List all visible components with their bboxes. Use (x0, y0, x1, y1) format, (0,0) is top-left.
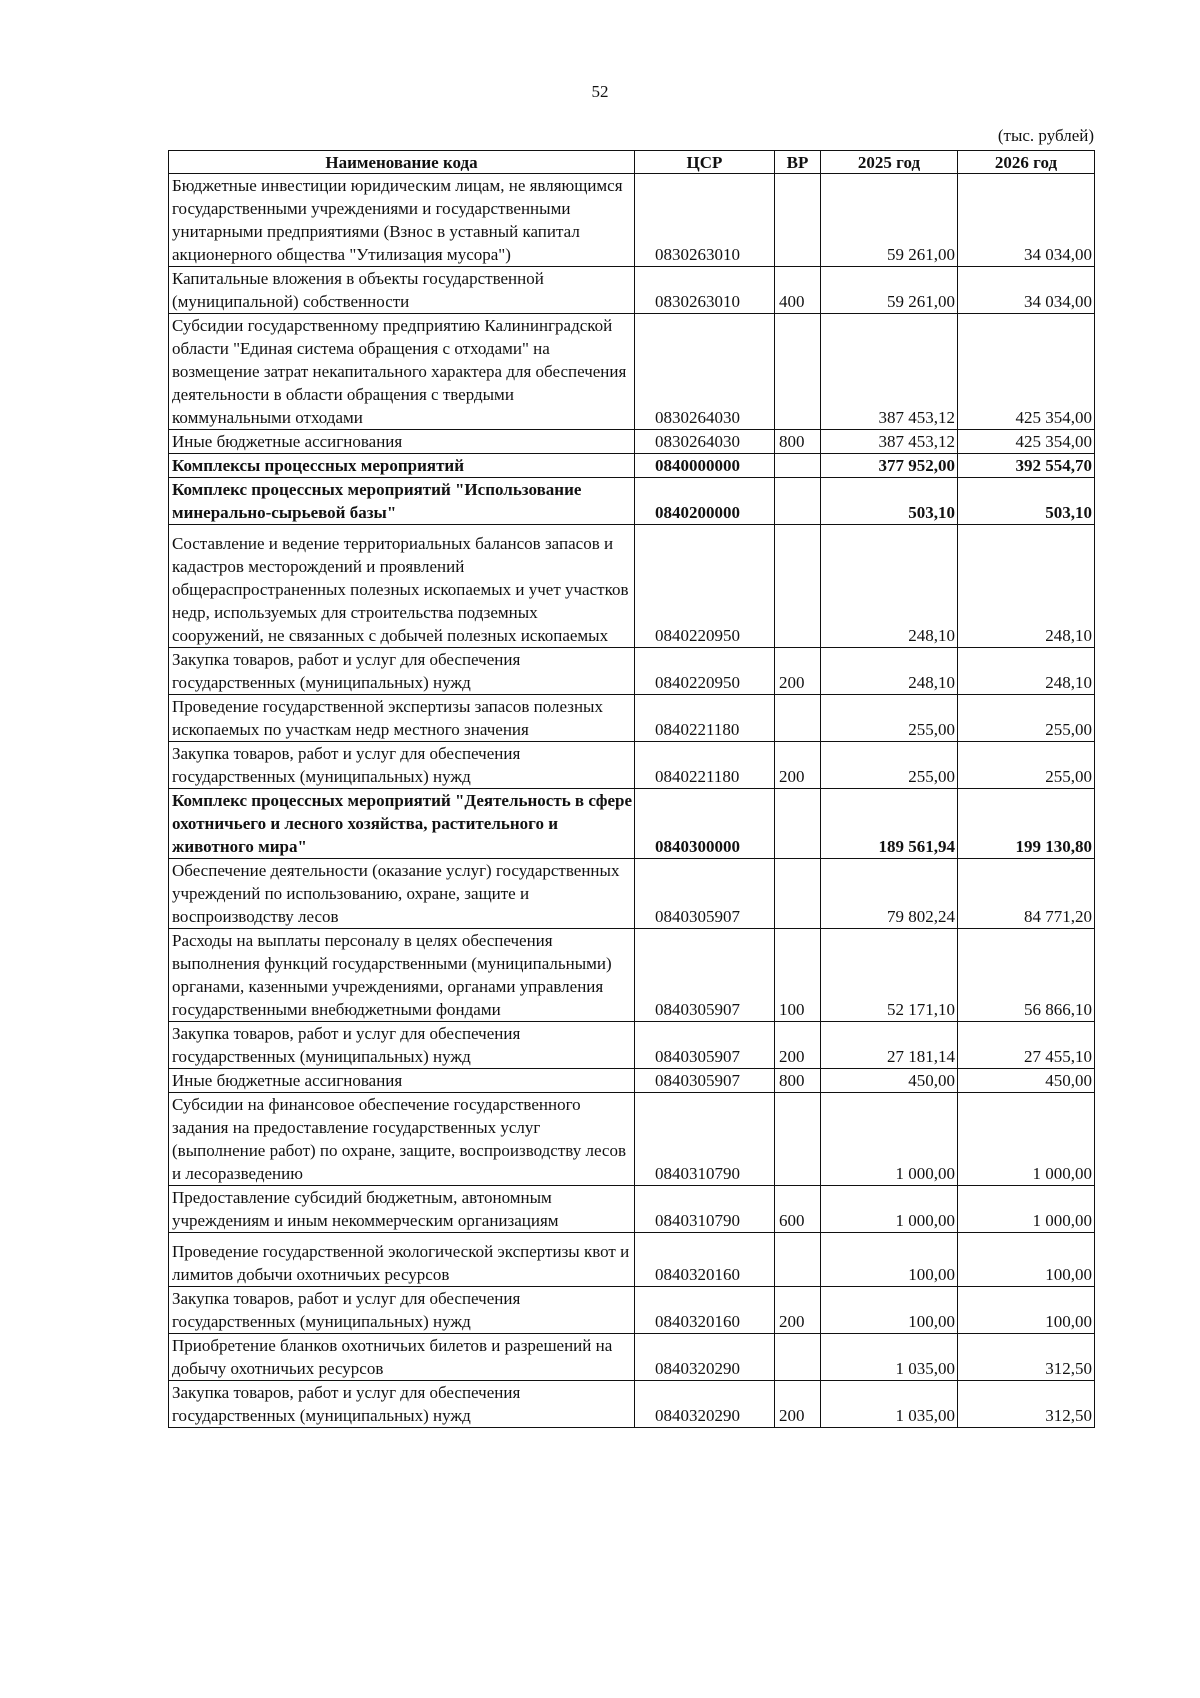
row-amount-2026: 425 354,00 (958, 430, 1095, 454)
table-row (169, 430, 1095, 454)
row-name: Приобретение бланков охотничьих билетов и разрешений на добычу охотничьих ресурсов (169, 1334, 635, 1381)
row-name: Проведение государственной экспертизы запасов полезных ископаемых по участкам недр местного значения (169, 695, 635, 742)
row-csr-code: 0840300000 (635, 789, 775, 859)
row-amount-2025: 100,00 (821, 1233, 958, 1287)
table-row (169, 267, 1095, 314)
row-csr-code: 0830264030 (635, 430, 775, 454)
row-amount-2025: 248,10 (821, 525, 958, 648)
row-name: Субсидии на финансовое обеспечение государственного задания на предоставление государственных услуг (выполнение работ) по охране, защите, воспроизводству лесов и лесоразведению (169, 1093, 635, 1186)
row-amount-2026: 1 000,00 (958, 1093, 1095, 1186)
row-amount-2026: 392 554,70 (958, 454, 1095, 478)
header-year-2025: 2025 год (821, 151, 958, 174)
row-amount-2026: 425 354,00 (958, 314, 1095, 430)
row-vr-code (775, 789, 821, 859)
row-name: Обеспечение деятельности (оказание услуг) государственных учреждений по использованию, охране, защите и воспроизводству лесов (169, 859, 635, 929)
row-amount-2026: 56 866,10 (958, 929, 1095, 1022)
row-amount-2026: 100,00 (958, 1287, 1095, 1334)
row-csr-code: 0840221180 (635, 742, 775, 789)
header-name: Наименование кода (169, 151, 635, 174)
table-row (169, 525, 1095, 648)
row-amount-2026: 248,10 (958, 525, 1095, 648)
row-csr-code: 0840320290 (635, 1381, 775, 1428)
row-name: Комплекс процессных мероприятий "Использование минерально-сырьевой базы" (169, 478, 635, 525)
row-csr-code: 0840000000 (635, 454, 775, 478)
row-amount-2025: 100,00 (821, 1287, 958, 1334)
row-amount-2025: 387 453,12 (821, 430, 958, 454)
row-amount-2026: 503,10 (958, 478, 1095, 525)
row-csr-code: 0840200000 (635, 478, 775, 525)
row-amount-2025: 248,10 (821, 648, 958, 695)
table-row (169, 1022, 1095, 1069)
row-name: Закупка товаров, работ и услуг для обеспечения государственных (муниципальных) нужд (169, 742, 635, 789)
row-vr-code: 200 (775, 1287, 821, 1334)
row-name: Закупка товаров, работ и услуг для обеспечения государственных (муниципальных) нужд (169, 648, 635, 695)
row-csr-code: 0840221180 (635, 695, 775, 742)
row-csr-code: 0840320160 (635, 1287, 775, 1334)
row-amount-2025: 59 261,00 (821, 267, 958, 314)
row-csr-code: 0840310790 (635, 1186, 775, 1233)
row-name: Иные бюджетные ассигнования (169, 430, 635, 454)
table-row (169, 1093, 1095, 1186)
row-name: Закупка товаров, работ и услуг для обеспечения государственных (муниципальных) нужд (169, 1381, 635, 1428)
row-name: Закупка товаров, работ и услуг для обеспечения государственных (муниципальных) нужд (169, 1287, 635, 1334)
row-csr-code: 0830263010 (635, 174, 775, 267)
row-vr-code: 800 (775, 1069, 821, 1093)
table-row (169, 1233, 1095, 1287)
row-amount-2025: 1 035,00 (821, 1381, 958, 1428)
row-vr-code: 800 (775, 430, 821, 454)
row-amount-2026: 34 034,00 (958, 174, 1095, 267)
row-amount-2025: 503,10 (821, 478, 958, 525)
row-csr-code: 0830264030 (635, 314, 775, 430)
row-amount-2026: 199 130,80 (958, 789, 1095, 859)
row-amount-2026: 255,00 (958, 742, 1095, 789)
row-amount-2025: 27 181,14 (821, 1022, 958, 1069)
row-csr-code: 0840305907 (635, 1069, 775, 1093)
row-vr-code (775, 454, 821, 478)
row-amount-2025: 52 171,10 (821, 929, 958, 1022)
row-amount-2025: 1 000,00 (821, 1186, 958, 1233)
row-amount-2026: 248,10 (958, 648, 1095, 695)
table-row (169, 789, 1095, 859)
table-row (169, 742, 1095, 789)
row-vr-code (775, 1334, 821, 1381)
row-amount-2026: 34 034,00 (958, 267, 1095, 314)
row-amount-2025: 387 453,12 (821, 314, 958, 430)
row-amount-2025: 377 952,00 (821, 454, 958, 478)
row-amount-2025: 189 561,94 (821, 789, 958, 859)
row-amount-2026: 312,50 (958, 1381, 1095, 1428)
row-name: Составление и ведение территориальных балансов запасов и кадастров месторождений и проявлений общераспространенных полезных ископаемых и учет участков недр, используемых для строительства подземных сооружений, не связанных с добычей полезных ископаемых (169, 525, 635, 648)
row-amount-2025: 79 802,24 (821, 859, 958, 929)
table-row (169, 1334, 1095, 1381)
row-csr-code: 0840305907 (635, 1022, 775, 1069)
table-row (169, 314, 1095, 430)
row-vr-code: 200 (775, 1022, 821, 1069)
header-csr: ЦСР (635, 151, 775, 174)
row-amount-2026: 1 000,00 (958, 1186, 1095, 1233)
row-vr-code (775, 478, 821, 525)
row-amount-2025: 255,00 (821, 695, 958, 742)
row-name: Расходы на выплаты персоналу в целях обеспечения выполнения функций государственными (муниципальными) органами, казенными учреждениями, органами управления государственными внебюджетными фондами (169, 929, 635, 1022)
row-amount-2025: 59 261,00 (821, 174, 958, 267)
row-name: Комплексы процессных мероприятий (169, 454, 635, 478)
row-name: Комплекс процессных мероприятий "Деятельность в сфере охотничьего и лесного хозяйства, растительного и животного мира" (169, 789, 635, 859)
row-csr-code: 0840220950 (635, 525, 775, 648)
page-number: 52 (591, 82, 609, 101)
row-vr-code: 400 (775, 267, 821, 314)
table-row (169, 929, 1095, 1022)
row-amount-2025: 255,00 (821, 742, 958, 789)
table-row (169, 648, 1095, 695)
table-row (169, 1381, 1095, 1428)
row-csr-code: 0840220950 (635, 648, 775, 695)
row-name: Проведение государственной экологической экспертизы квот и лимитов добычи охотничьих ресурсов (169, 1233, 635, 1287)
row-csr-code: 0840310790 (635, 1093, 775, 1186)
row-csr-code: 0840320160 (635, 1233, 775, 1287)
row-vr-code (775, 859, 821, 929)
row-vr-code: 600 (775, 1186, 821, 1233)
row-vr-code: 100 (775, 929, 821, 1022)
row-amount-2025: 1 035,00 (821, 1334, 958, 1381)
row-csr-code: 0840305907 (635, 929, 775, 1022)
row-name: Закупка товаров, работ и услуг для обеспечения государственных (муниципальных) нужд (169, 1022, 635, 1069)
table-row (169, 1069, 1095, 1093)
row-vr-code (775, 1093, 821, 1186)
row-name: Иные бюджетные ассигнования (169, 1069, 635, 1093)
table-row (169, 695, 1095, 742)
row-vr-code: 200 (775, 648, 821, 695)
row-name: Бюджетные инвестиции юридическим лицам, не являющимся государственными учреждениями и государственными унитарными предприятиями (Взнос в уставный капитал акционерного общества "Утилизация мусора") (169, 174, 635, 267)
row-vr-code (775, 1233, 821, 1287)
table-row (169, 859, 1095, 929)
budget-table (168, 150, 1095, 1428)
row-vr-code: 200 (775, 1381, 821, 1428)
table-row (169, 174, 1095, 267)
row-amount-2026: 100,00 (958, 1233, 1095, 1287)
header-year-2026: 2026 год (958, 151, 1095, 174)
row-name: Субсидии государственному предприятию Калининградской области "Единая система обращения с отходами" на возмещение затрат некапитального характера для обеспечения деятельности в области обращения с твердыми коммунальными отходами (169, 314, 635, 430)
row-name: Предоставление субсидий бюджетным, автономным учреждениям и иным некоммерческим организациям (169, 1186, 635, 1233)
table-row (169, 1287, 1095, 1334)
row-amount-2026: 312,50 (958, 1334, 1095, 1381)
row-name: Капитальные вложения в объекты государственной (муниципальной) собственности (169, 267, 635, 314)
table-body (169, 174, 1095, 1428)
table-row (169, 478, 1095, 525)
row-amount-2026: 84 771,20 (958, 859, 1095, 929)
row-amount-2025: 450,00 (821, 1069, 958, 1093)
row-vr-code (775, 695, 821, 742)
row-amount-2026: 27 455,10 (958, 1022, 1095, 1069)
row-amount-2026: 255,00 (958, 695, 1095, 742)
units-label: (тыс. рублей) (997, 126, 1094, 145)
row-amount-2026: 450,00 (958, 1069, 1095, 1093)
row-amount-2025: 1 000,00 (821, 1093, 958, 1186)
row-vr-code (775, 525, 821, 648)
row-vr-code (775, 314, 821, 430)
row-vr-code (775, 174, 821, 267)
table-row (169, 1186, 1095, 1233)
table-header-row (169, 151, 1095, 174)
table-row (169, 454, 1095, 478)
row-csr-code: 0840320290 (635, 1334, 775, 1381)
header-vr: ВР (775, 151, 821, 174)
row-csr-code: 0840305907 (635, 859, 775, 929)
row-csr-code: 0830263010 (635, 267, 775, 314)
row-vr-code: 200 (775, 742, 821, 789)
